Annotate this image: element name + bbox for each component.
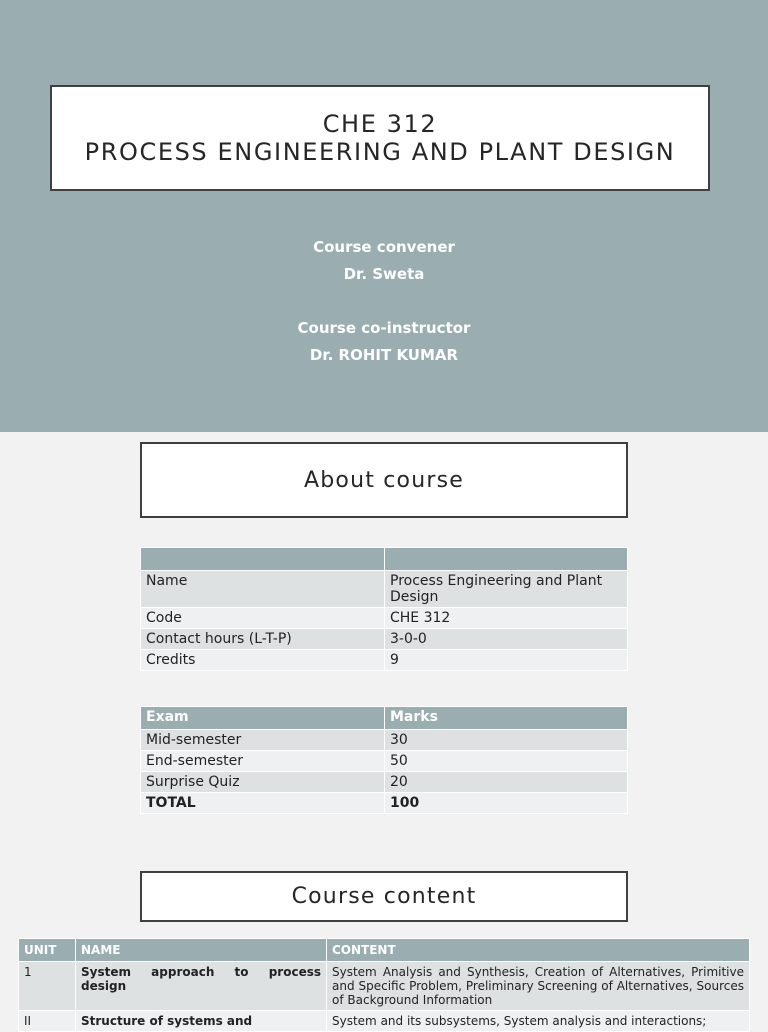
instructors-block	[0, 236, 768, 371]
coinstructor-name: Dr. ROHIT KUMAR	[309, 346, 459, 364]
table-header-row	[19, 939, 750, 962]
exam-header: Exam	[141, 707, 385, 730]
convener-label: Course convener	[313, 238, 455, 256]
unit-name: Structure of systems and	[76, 1011, 327, 1032]
info-label: Credits	[141, 650, 385, 671]
table-row	[141, 608, 628, 629]
table-header-row	[141, 548, 628, 571]
course-title-box	[50, 85, 710, 191]
course-name-title: PROCESS ENGINEERING AND PLANT DESIGN	[84, 138, 676, 166]
coinstructor-label: Course co-instructor	[297, 319, 471, 337]
table-row	[141, 772, 628, 793]
table-row	[141, 629, 628, 650]
info-label: Code	[141, 608, 385, 629]
course-content-heading: Course content	[140, 871, 628, 922]
info-label: Contact hours (L-T-P)	[141, 629, 385, 650]
title-slide	[0, 0, 768, 432]
exam-total-label: TOTAL	[141, 793, 385, 814]
info-value: Process Engineering and Plant Design	[385, 571, 628, 608]
exam-marks: 30	[385, 730, 628, 751]
info-value: CHE 312	[385, 608, 628, 629]
exam-total-marks: 100	[385, 793, 628, 814]
info-label: Name	[141, 571, 385, 608]
unit-number: 1	[19, 962, 76, 1011]
table-row	[19, 962, 750, 1011]
info-value: 3-0-0	[385, 629, 628, 650]
table-row	[141, 571, 628, 608]
table-row	[141, 650, 628, 671]
unit-header: UNIT	[19, 939, 76, 962]
course-info-table	[140, 547, 628, 671]
table-row	[19, 1011, 750, 1032]
course-code-title: CHE 312	[322, 110, 438, 138]
info-value: 9	[385, 650, 628, 671]
name-header: NAME	[76, 939, 327, 962]
exam-marks-table	[140, 706, 628, 814]
unit-content: System Analysis and Synthesis, Creation of Alternatives, Primitive and Specific Problem, Preliminary Screening of Alternatives, Sources of Background Information	[327, 962, 750, 1011]
exam-marks: 20	[385, 772, 628, 793]
spacer	[0, 290, 768, 317]
exam-marks: 50	[385, 751, 628, 772]
about-course-heading: About course	[140, 442, 628, 518]
table-row	[141, 793, 628, 814]
unit-number: II	[19, 1011, 76, 1032]
table-header-row	[141, 707, 628, 730]
exam-name: Surprise Quiz	[141, 772, 385, 793]
course-content-table	[18, 938, 750, 1032]
exam-name: End-semester	[141, 751, 385, 772]
table-row	[141, 730, 628, 751]
marks-header: Marks	[385, 707, 628, 730]
exam-name: Mid-semester	[141, 730, 385, 751]
table-header-cell	[385, 548, 628, 571]
table-header-cell	[141, 548, 385, 571]
convener-name: Dr. Sweta	[343, 265, 425, 283]
content-header: CONTENT	[327, 939, 750, 962]
table-row	[141, 751, 628, 772]
unit-content: System and its subsystems, System analysis and interactions;	[327, 1011, 750, 1032]
unit-name: System approach to process design	[76, 962, 327, 1011]
